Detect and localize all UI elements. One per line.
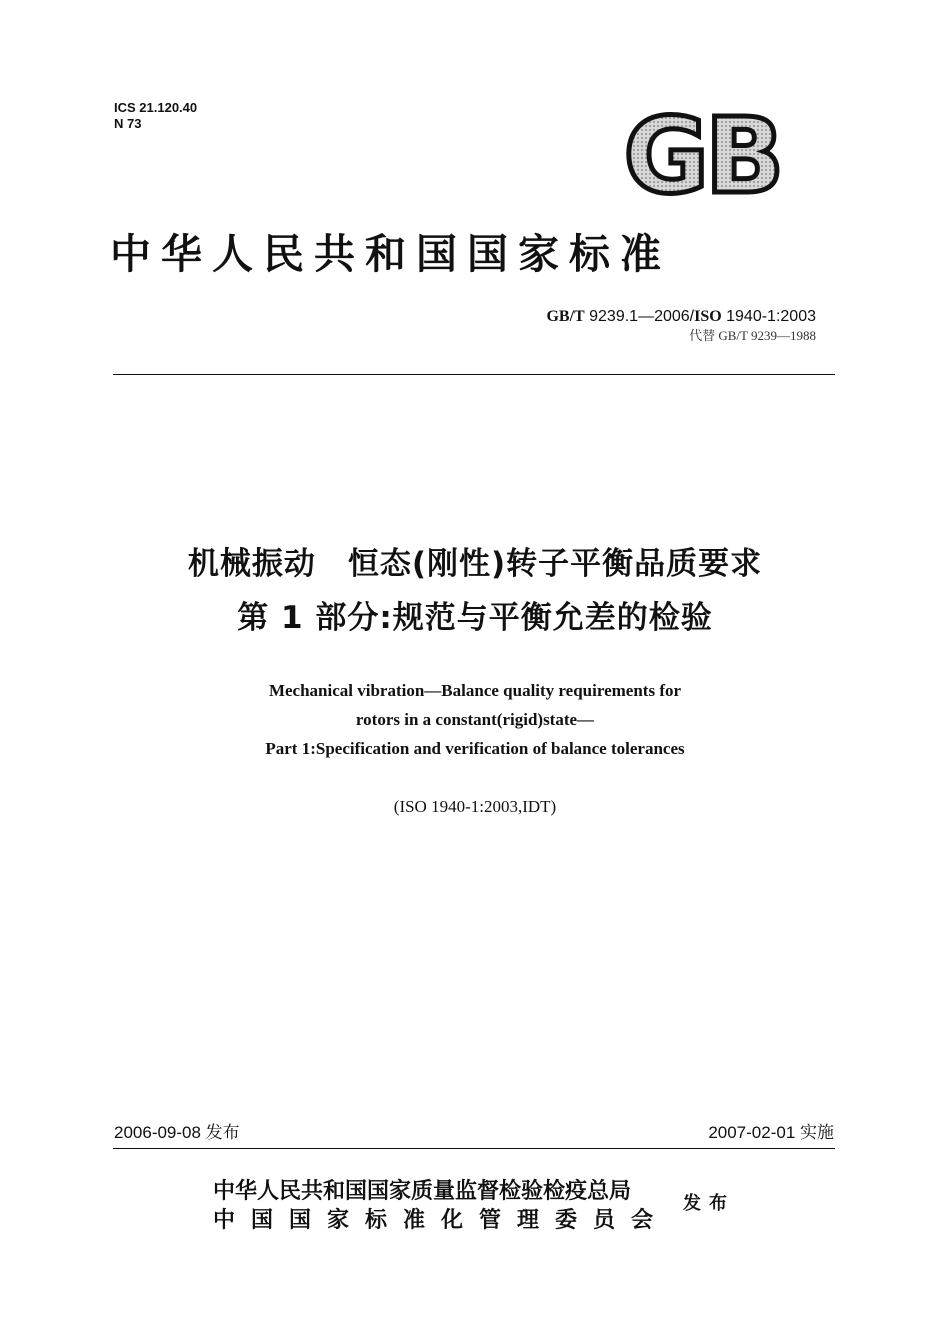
chinese-title-line-1: 机械振动 恒态(刚性)转子平衡品质要求 <box>187 546 763 582</box>
iso-number: 1940-1:2003 <box>721 308 816 325</box>
standard-number <box>546 307 816 327</box>
english-title-line-2: rotors in a constant(rigid)state— <box>355 710 595 729</box>
publish-date: 2006-09-08 发布 <box>114 1123 240 1142</box>
ics-code: ICS 21.120.40 <box>114 100 198 115</box>
issuer-aqsiq: 中华人民共和国国家质量监督检验检疫总局 <box>213 1178 632 1204</box>
iso-equivalence: (ISO 1940-1:2003,IDT) <box>393 797 557 816</box>
ccs-code: N 73 <box>114 116 142 131</box>
classification-codes <box>114 100 197 132</box>
chinese-title-line-2: 第 1 部分:规范与平衡允差的检验 <box>237 600 713 636</box>
replaces-note: 代替 GB/T 9239—1988 <box>689 328 816 343</box>
bottom-divider <box>113 1148 835 1149</box>
gb-logo-text: GB <box>623 108 781 203</box>
standard-number-value: 9239.1—2006/ <box>584 308 695 325</box>
english-title-line-3: Part 1:Specification and verification of balance tolerances <box>265 739 685 758</box>
issue-label: 发布 <box>683 1193 735 1214</box>
national-standard-heading: 中华人民共和国国家标准 <box>110 230 671 278</box>
top-divider <box>113 374 835 375</box>
gb-logo <box>612 108 792 203</box>
issuer-sac: 中国国家标准化管理委员会 <box>213 1207 670 1233</box>
standard-prefix: GB/T <box>546 308 585 325</box>
english-title-line-1: Mechanical vibration—Balance quality requirements for <box>268 681 682 700</box>
implementation-date: 2007-02-01 实施 <box>708 1123 834 1142</box>
iso-prefix: ISO <box>694 308 722 325</box>
